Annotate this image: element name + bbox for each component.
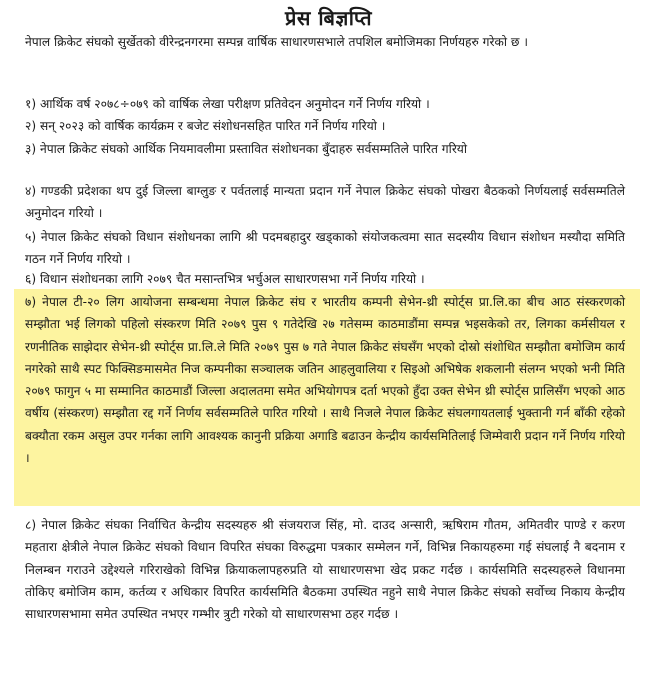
- decision-item-6: ६) विधान संशोधनका लागि २०७९ चैत मसान्तभित्र भर्चुअल साधारणसभा गर्ने निर्णय गरियो ।: [25, 272, 425, 286]
- decision-item-5: ५) नेपाल क्रिकेट संघको विधान संशोधनका लागि श्री पदमबहादुर खड्काको संयोजकत्वमा सात सदस्यीय विधान संशोधन मस्यौदा समिति गठन गर्ने निर्णय गरियो ।: [25, 230, 625, 267]
- decision-item-7: ७) नेपाल टी-२० लिग आयोजना सम्बन्धमा नेपाल क्रिकेट संघ र भारतीय कम्पनी सेभेन-थ्री स्पोर्ट्स प्रा.लि.का बीच आठ संस्करणको सम्झौता भई लिगको पहिलो संस्करण मिति २०७९ पुस ९ गतेदेखि २७ गतेसम्म काठमाडौंमा सम्पन्न भइसकेको तर, लिगका कर्मसीयल र रणनीतिक साझेदार सेभेन-थ्री स्पोर्ट्स प्रा.लि.ले मिति २०७९ पुस ७ गते नेपाल क्रिकेट संघसँग भएको दोस्रो संशोधित सम्झौता बमोजिम कार्य नगरेको साथै स्पट फिक्सिङमासमेत निज कम्पनीका सञ्चालक जतिन आहलुवालिया र सिइओ अभिषेक शकलानी संलग्न भएको भनी मिति २०७९ फागुन ५ मा सम्मानित काठमाडौं जिल्ला अदालतमा समेत अभियोगपत्र दर्ता भएको हुँदा उक्त सेभेन थ्री स्पोर्ट्स प्रालिसँग भएको आठ वर्षीय (संस्करण) सम्झौता रद्द गर्ने निर्णय सर्वसम्मतिले पारित गरियो । साथै निजले नेपाल क्रिकेट संघलगायतलाई भुक्तानी गर्न बाँकी रहेको बक्यौता रकम असुल उपर गर्नका लागि आवश्यक कानुनी प्रक्रिया अगाडि बढाउन केन्द्रीय कार्यसमितिलाई जिम्मेवारी प्रदान गर्ने निर्णय गरियो ।: [25, 295, 625, 466]
- decision-item-2: २) सन् २०२३ को वार्षिक कार्यक्रम र बजेट संशोधनसहित पारित गर्ने निर्णय गरियो ।: [25, 119, 386, 133]
- intro-paragraph: नेपाल क्रिकेट संघको सुर्खेतको वीरेन्द्रनगरमा सम्पन्न वार्षिक साधारणसभाले तपशिल बमोजिमका निर्णयहरु गरेको छ ।: [25, 35, 528, 49]
- decision-item-1: १) आर्थिक वर्ष २०७८÷०७९ को वार्षिक लेखा परीक्षण प्रतिवेदन अनुमोदन गर्ने निर्णय गरियो ।: [25, 97, 430, 111]
- decision-item-8: ८) नेपाल क्रिकेट संघका निर्वाचित केन्द्रीय सदस्यहरु श्री संजयराज सिंह, मो. दाउद अन्सारी, ऋषिराम गौतम, अमितवीर पाण्डे र करण महतारा क्षेत्रीले नेपाल क्रिकेट संघको विधान विपरित संघका विरुद्धमा पत्रकार सम्मेलन गर्ने, विभिन्न निकायहरुमा गई संघलाई नै बदनाम र निलम्बन गराउने उद्देश्यले गरिराखेको विभिन्न क्रियाकलापहरुप्रति यो साधारणसभा खेद प्रकट गर्दछ । कार्यसमिति सदस्यहरुले विधानमा तोकिए बमोजिम काम, कर्तव्य र अधिकार विपरित कार्यसमिति बैठकमा उपस्थित नहुने साथै नेपाल क्रिकेट संघको सर्वोच्च निकाय केन्द्रीय साधारणसभामा समेत उपस्थित नभएर गम्भीर त्रुटी गरेको यो साधारणसभा ठहर गर्दछ ।: [25, 518, 625, 622]
- decision-item-3: ३) नेपाल क्रिकेट संघको आर्थिक नियमावलीमा प्रस्तावित संशोधनका बुँदाहरु सर्वसम्मतिले पारित गरियो: [25, 142, 468, 156]
- page-title: प्रेस बिज्ञप्ति: [284, 6, 373, 30]
- decision-item-4: ४) गण्डकी प्रदेशका थप दुई जिल्ला बाग्लुङ र पर्वतलाई मान्यता प्रदान गर्ने नेपाल क्रिकेट संघको पोखरा बैठकको निर्णयलाई सर्वसम्मतिले अनुमोदन गरियो ।: [25, 184, 625, 221]
